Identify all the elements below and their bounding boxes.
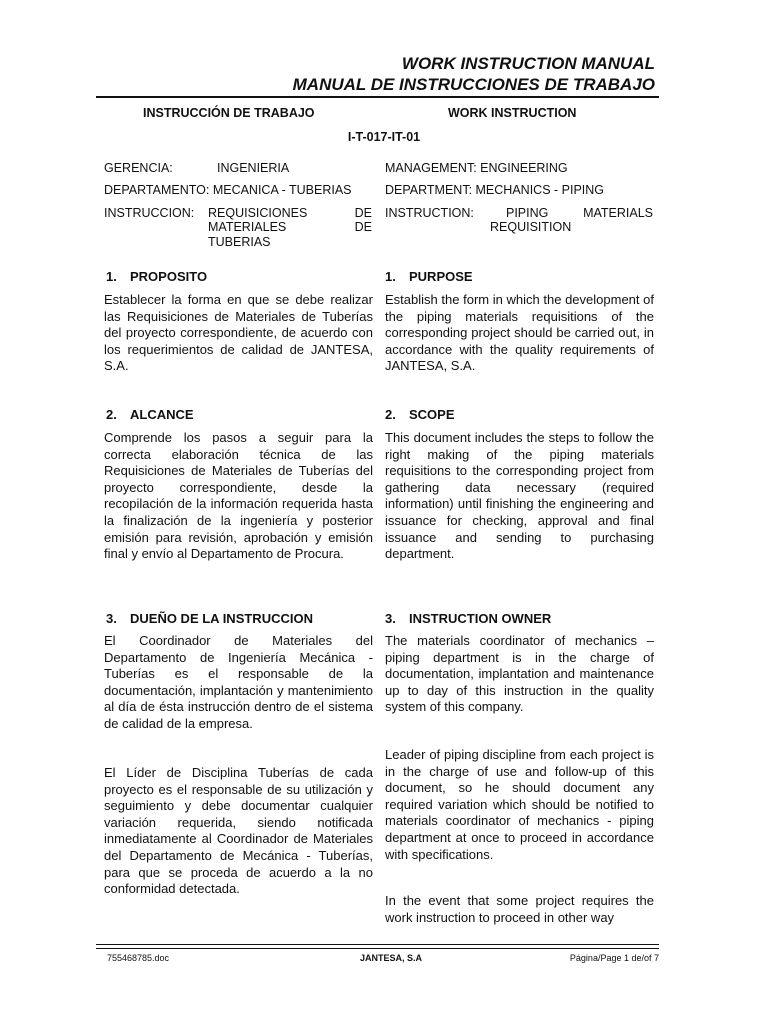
subheader-left: INSTRUCCIÓN DE TRABAJO [143, 106, 315, 120]
section-2-text-en: This document includes the steps to follow the right making of the piping materials requisitions to the corresponding project from gathering data necessary (required information) until finishing the engineering and issuance for checking, approval and final issuance and sending to purchasing department. [385, 430, 654, 562]
manual-title-en: WORK INSTRUCTION MANUAL [401, 54, 655, 73]
instruction-label: INSTRUCTION: [385, 206, 474, 220]
instruccion-value-2: MATERIALES DE [208, 220, 372, 234]
departamento-line: DEPARTAMENTO: MECANICA - TUBERIAS [104, 183, 352, 197]
header-rule [96, 96, 659, 98]
footer-rule-top [96, 944, 659, 945]
instruccion-value-1: REQUISICIONES DE [208, 206, 372, 220]
instruction-value-2: REQUISITION [490, 220, 572, 234]
section-1-heading-en: 1. PURPOSE [385, 269, 473, 284]
footer-filename: 755468785.doc [107, 953, 170, 963]
section-3-text-es-2: El Líder de Disciplina Tuberías de cada proyecto es el responsable de su utilización y seguimiento y debe documentar cualquier variación requerida, siendo notificada inmediatamente al Coordinador de Materiales del Departamento de Mecánica - Tuberías, para que se proceda de acuerdo a la no conformidad detectada. [104, 765, 373, 897]
gerencia-value: INGENIERIA [217, 161, 290, 175]
instruccion-label: INSTRUCCION: [104, 206, 195, 220]
section-1-text-en: Establish the form in which the development of the piping materials requisitions of the corresponding project should be carried out, in accordance with the quality requirements of JANTESA, S.A. [385, 292, 654, 374]
footer-page-number: Página/Page 1 de/of 7 [569, 953, 659, 963]
document-code: I-T-017-IT-01 [347, 130, 421, 144]
section-3-heading-es: 3. DUEÑO DE LA INSTRUCCION [106, 611, 313, 626]
instruccion-value-3: TUBERIAS [208, 235, 271, 249]
section-3-heading-en: 3. INSTRUCTION OWNER [385, 611, 552, 626]
manual-title-es: MANUAL DE INSTRUCCIONES DE TRABAJO [292, 75, 655, 94]
section-3-text-en-2: Leader of piping discipline from each project is in the charge of use and follow-up of this document, so he should document any required variation which should be notified to materials coordinator of mechanics - piping department at once to proceed in accordance with specifications. [385, 747, 654, 862]
footer-rule-bottom [96, 948, 659, 949]
footer-company: JANTESA, S.A [360, 953, 423, 963]
section-3-text-en-1: The materials coordinator of mechanics – piping department is in the charge of documentation, implantation and maintenance up to day of this instruction in the quality system of this company. [385, 633, 654, 715]
section-2-heading-en: 2. SCOPE [385, 407, 455, 422]
section-3-text-es-1: El Coordinador de Materiales del Departamento de Ingeniería Mecánica - Tuberías es el responsable de la documentación, implantación y mantenimiento al día de ésta instrucción dentro de el sistema de calidad de la empresa. [104, 633, 373, 731]
department-line: DEPARTMENT: MECHANICS - PIPING [385, 183, 605, 197]
instruction-value-1: PIPING MATERIALS [506, 206, 653, 220]
subheader-right: WORK INSTRUCTION [448, 106, 577, 120]
section-2-heading-es: 2. ALCANCE [106, 407, 194, 422]
section-1-heading-es: 1. PROPOSITO [106, 269, 208, 284]
management-line: MANAGEMENT: ENGINEERING [385, 161, 568, 175]
section-2-text-es: Comprende los pasos a seguir para la correcta elaboración técnica de las Requisiciones de Materiales de Tuberías del proyecto correspondiente, desde la recopilación de la información requerida hasta la finalización de la ingeniería y posterior emisión para revisión, aprobación y emisión final y envío al Departamento de Procura. [104, 430, 373, 562]
gerencia-label: GERENCIA: [104, 161, 173, 175]
section-1-text-es: Establecer la forma en que se debe realizar las Requisiciones de Materiales de Tuberías del proyecto correspondiente, de acuerdo con los requerimientos de calidad de JANTESA, S.A. [104, 292, 373, 374]
section-3-text-en-3: In the event that some project requires the work instruction to proceed in other way [385, 893, 654, 925]
